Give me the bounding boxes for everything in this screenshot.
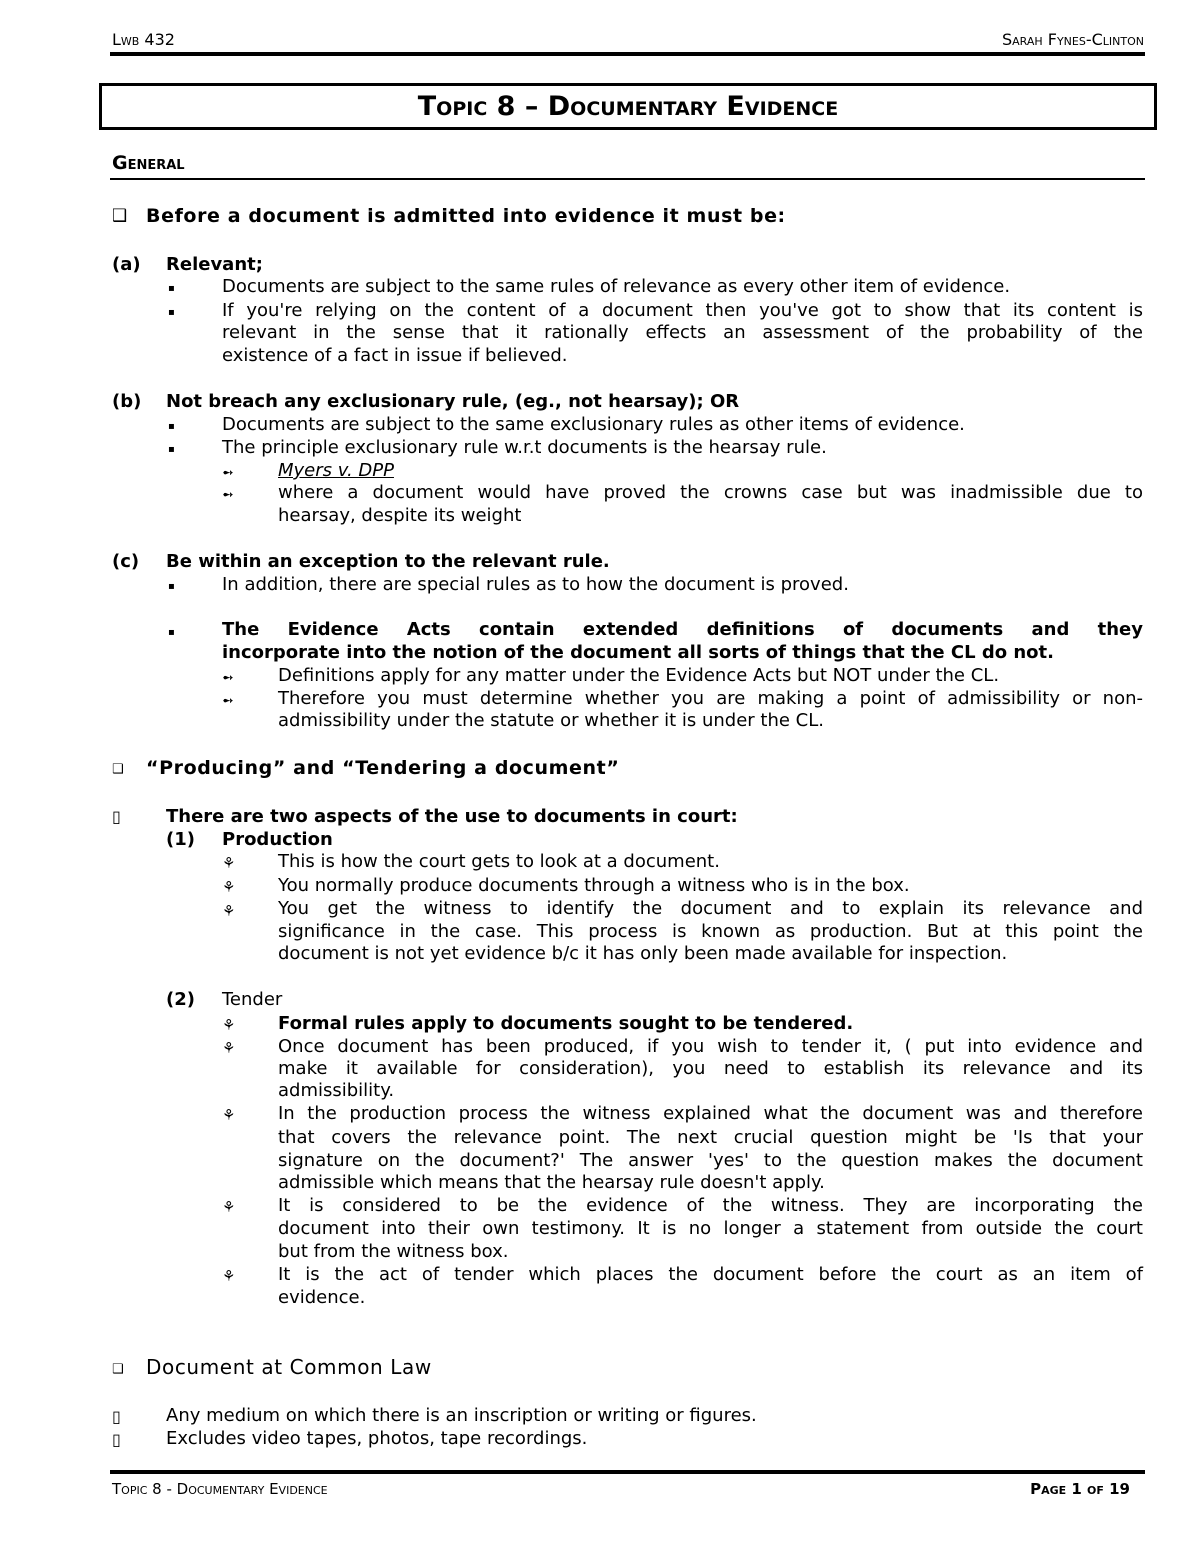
question-heading: Document at Common Law	[146, 1355, 432, 1379]
flower-icon: ⚘	[222, 878, 236, 896]
list-item-line: relevant in the sense that it rationally effects an assessment of the probability of the	[222, 322, 1143, 343]
arrow-icon: ➻	[222, 465, 234, 481]
list-item: Any medium on which there is an inscription or writing or figures.	[166, 1405, 757, 1426]
checkbox-icon: ❑	[112, 762, 124, 777]
flower-icon: ⚘	[222, 902, 236, 920]
header-rule	[110, 52, 1145, 56]
tender-label: (2)	[166, 989, 195, 1010]
checkbox-icon: ❑	[112, 206, 128, 226]
list-item-line: In the production process the witness explained what the document was and therefore	[278, 1103, 1143, 1124]
production-heading: Production	[222, 829, 333, 850]
box-icon: ▯	[112, 807, 121, 826]
item-a-label: (a)	[112, 254, 141, 275]
item-a-heading: Relevant;	[166, 254, 263, 275]
list-item-line: The Evidence Acts contain extended definitions of documents and they	[222, 619, 1143, 640]
page-title: Topic 8 – Documentary Evidence	[99, 83, 1157, 130]
flower-icon: ⚘	[222, 1267, 236, 1285]
bullet-icon: ▪	[168, 581, 175, 592]
list-item-line: make it available for consideration), you need to establish its relevance and its	[278, 1058, 1143, 1079]
list-item: The principle exclusionary rule w.r.t documents is the hearsay rule.	[222, 437, 827, 458]
bullet-icon: ▪	[168, 444, 175, 455]
list-item: This is how the court gets to look at a document.	[278, 851, 720, 872]
bullet-icon: ▪	[168, 283, 175, 294]
list-item: Excludes video tapes, photos, tape recordings.	[166, 1428, 588, 1449]
flower-icon: ⚘	[222, 1198, 236, 1216]
production-label: (1)	[166, 829, 195, 850]
list-item-line: It is the act of tender which places the document before the court as an item of	[278, 1264, 1143, 1285]
list-item-line: incorporate into the notion of the document all sorts of things that the CL do not.	[222, 642, 1054, 663]
section-rule	[110, 178, 1145, 180]
flower-icon: ⚘	[222, 854, 236, 872]
page-number: Page 1 of 19	[1030, 1480, 1130, 1498]
section-heading: General	[112, 152, 185, 174]
question-heading: Before a document is admitted into evidence it must be:	[146, 205, 786, 227]
list-item-line: document is not yet evidence b/c it has only been made available for inspection.	[278, 943, 1008, 964]
list-item: You normally produce documents through a witness who is in the box.	[278, 875, 910, 896]
bullet-icon: ▪	[168, 627, 175, 638]
list-item-line: admissibility under the statute or whether it is under the CL.	[278, 710, 824, 731]
flower-icon: ⚘	[222, 1039, 236, 1057]
arrow-icon: ➻	[222, 487, 234, 503]
item-b-heading: Not breach any exclusionary rule, (eg., not hearsay); OR	[166, 391, 740, 412]
list-item-line: signature on the document?' The answer 'yes' to the question makes the document	[278, 1150, 1143, 1171]
flower-icon: ⚘	[222, 1106, 236, 1124]
running-header-course: Lwb 432	[112, 30, 175, 49]
box-icon: ▯	[112, 1407, 121, 1426]
list-item-line: Once document has been produced, if you wish to tender it, ( put into evidence and	[278, 1036, 1143, 1057]
arrow-icon: ➻	[222, 670, 234, 686]
item-b-label: (b)	[112, 391, 142, 412]
bullet-icon: ▪	[168, 307, 175, 318]
list-item-line: significance in the case. This process is known as production. But at this point the	[278, 921, 1143, 942]
list-item-line: If you're relying on the content of a document then you've got to show that its content is	[222, 300, 1143, 321]
list-item-line: admissible which means that the hearsay rule doesn't apply.	[278, 1172, 825, 1193]
question-heading: “Producing” and “Tendering a document”	[146, 757, 620, 779]
list-item: Documents are subject to the same rules of relevance as every other item of evidence.	[222, 276, 1011, 297]
list-item: Formal rules apply to documents sought to be tendered.	[278, 1013, 854, 1034]
list-item: In addition, there are special rules as to how the document is proved.	[222, 574, 849, 595]
footer-topic: Topic 8 - Documentary Evidence	[112, 1480, 328, 1498]
tender-heading: Tender	[222, 989, 283, 1010]
aspects-intro: There are two aspects of the use to documents in court:	[166, 806, 738, 827]
list-item-line: You get the witness to identify the document and to explain its relevance and	[278, 898, 1143, 919]
item-c-label: (c)	[112, 551, 140, 572]
list-item-line: document into their own testimony. It is no longer a statement from outside the court	[278, 1218, 1143, 1239]
list-item-line: where a document would have proved the crowns case but was inadmissible due to	[278, 482, 1143, 503]
list-item-line: that covers the relevance point. The next crucial question might be 'Is that your	[278, 1127, 1143, 1148]
arrow-icon: ➻	[222, 693, 234, 709]
list-item-line: It is considered to be the evidence of the witness. They are incorporating the	[278, 1195, 1143, 1216]
box-icon: ▯	[112, 1430, 121, 1449]
list-item-line: hearsay, despite its weight	[278, 505, 522, 526]
bullet-icon: ▪	[168, 421, 175, 432]
running-header-author: Sarah Fynes-Clinton	[1002, 30, 1144, 49]
list-item-line: admissibility.	[278, 1080, 395, 1101]
item-c-heading: Be within an exception to the relevant rule.	[166, 551, 610, 572]
case-citation: Myers v. DPP	[278, 460, 394, 481]
list-item-line: evidence.	[278, 1287, 366, 1308]
checkbox-icon: ❑	[112, 1362, 124, 1377]
list-item-line: Therefore you must determine whether you are making a point of admissibility or non-	[278, 688, 1143, 709]
list-item-line: but from the witness box.	[278, 1241, 509, 1262]
footer-rule	[110, 1470, 1145, 1474]
list-item: Documents are subject to the same exclusionary rules as other items of evidence.	[222, 414, 965, 435]
flower-icon: ⚘	[222, 1016, 236, 1034]
list-item-line: existence of a fact in issue if believed.	[222, 345, 568, 366]
list-item: Definitions apply for any matter under the Evidence Acts but NOT under the CL.	[278, 665, 1000, 686]
